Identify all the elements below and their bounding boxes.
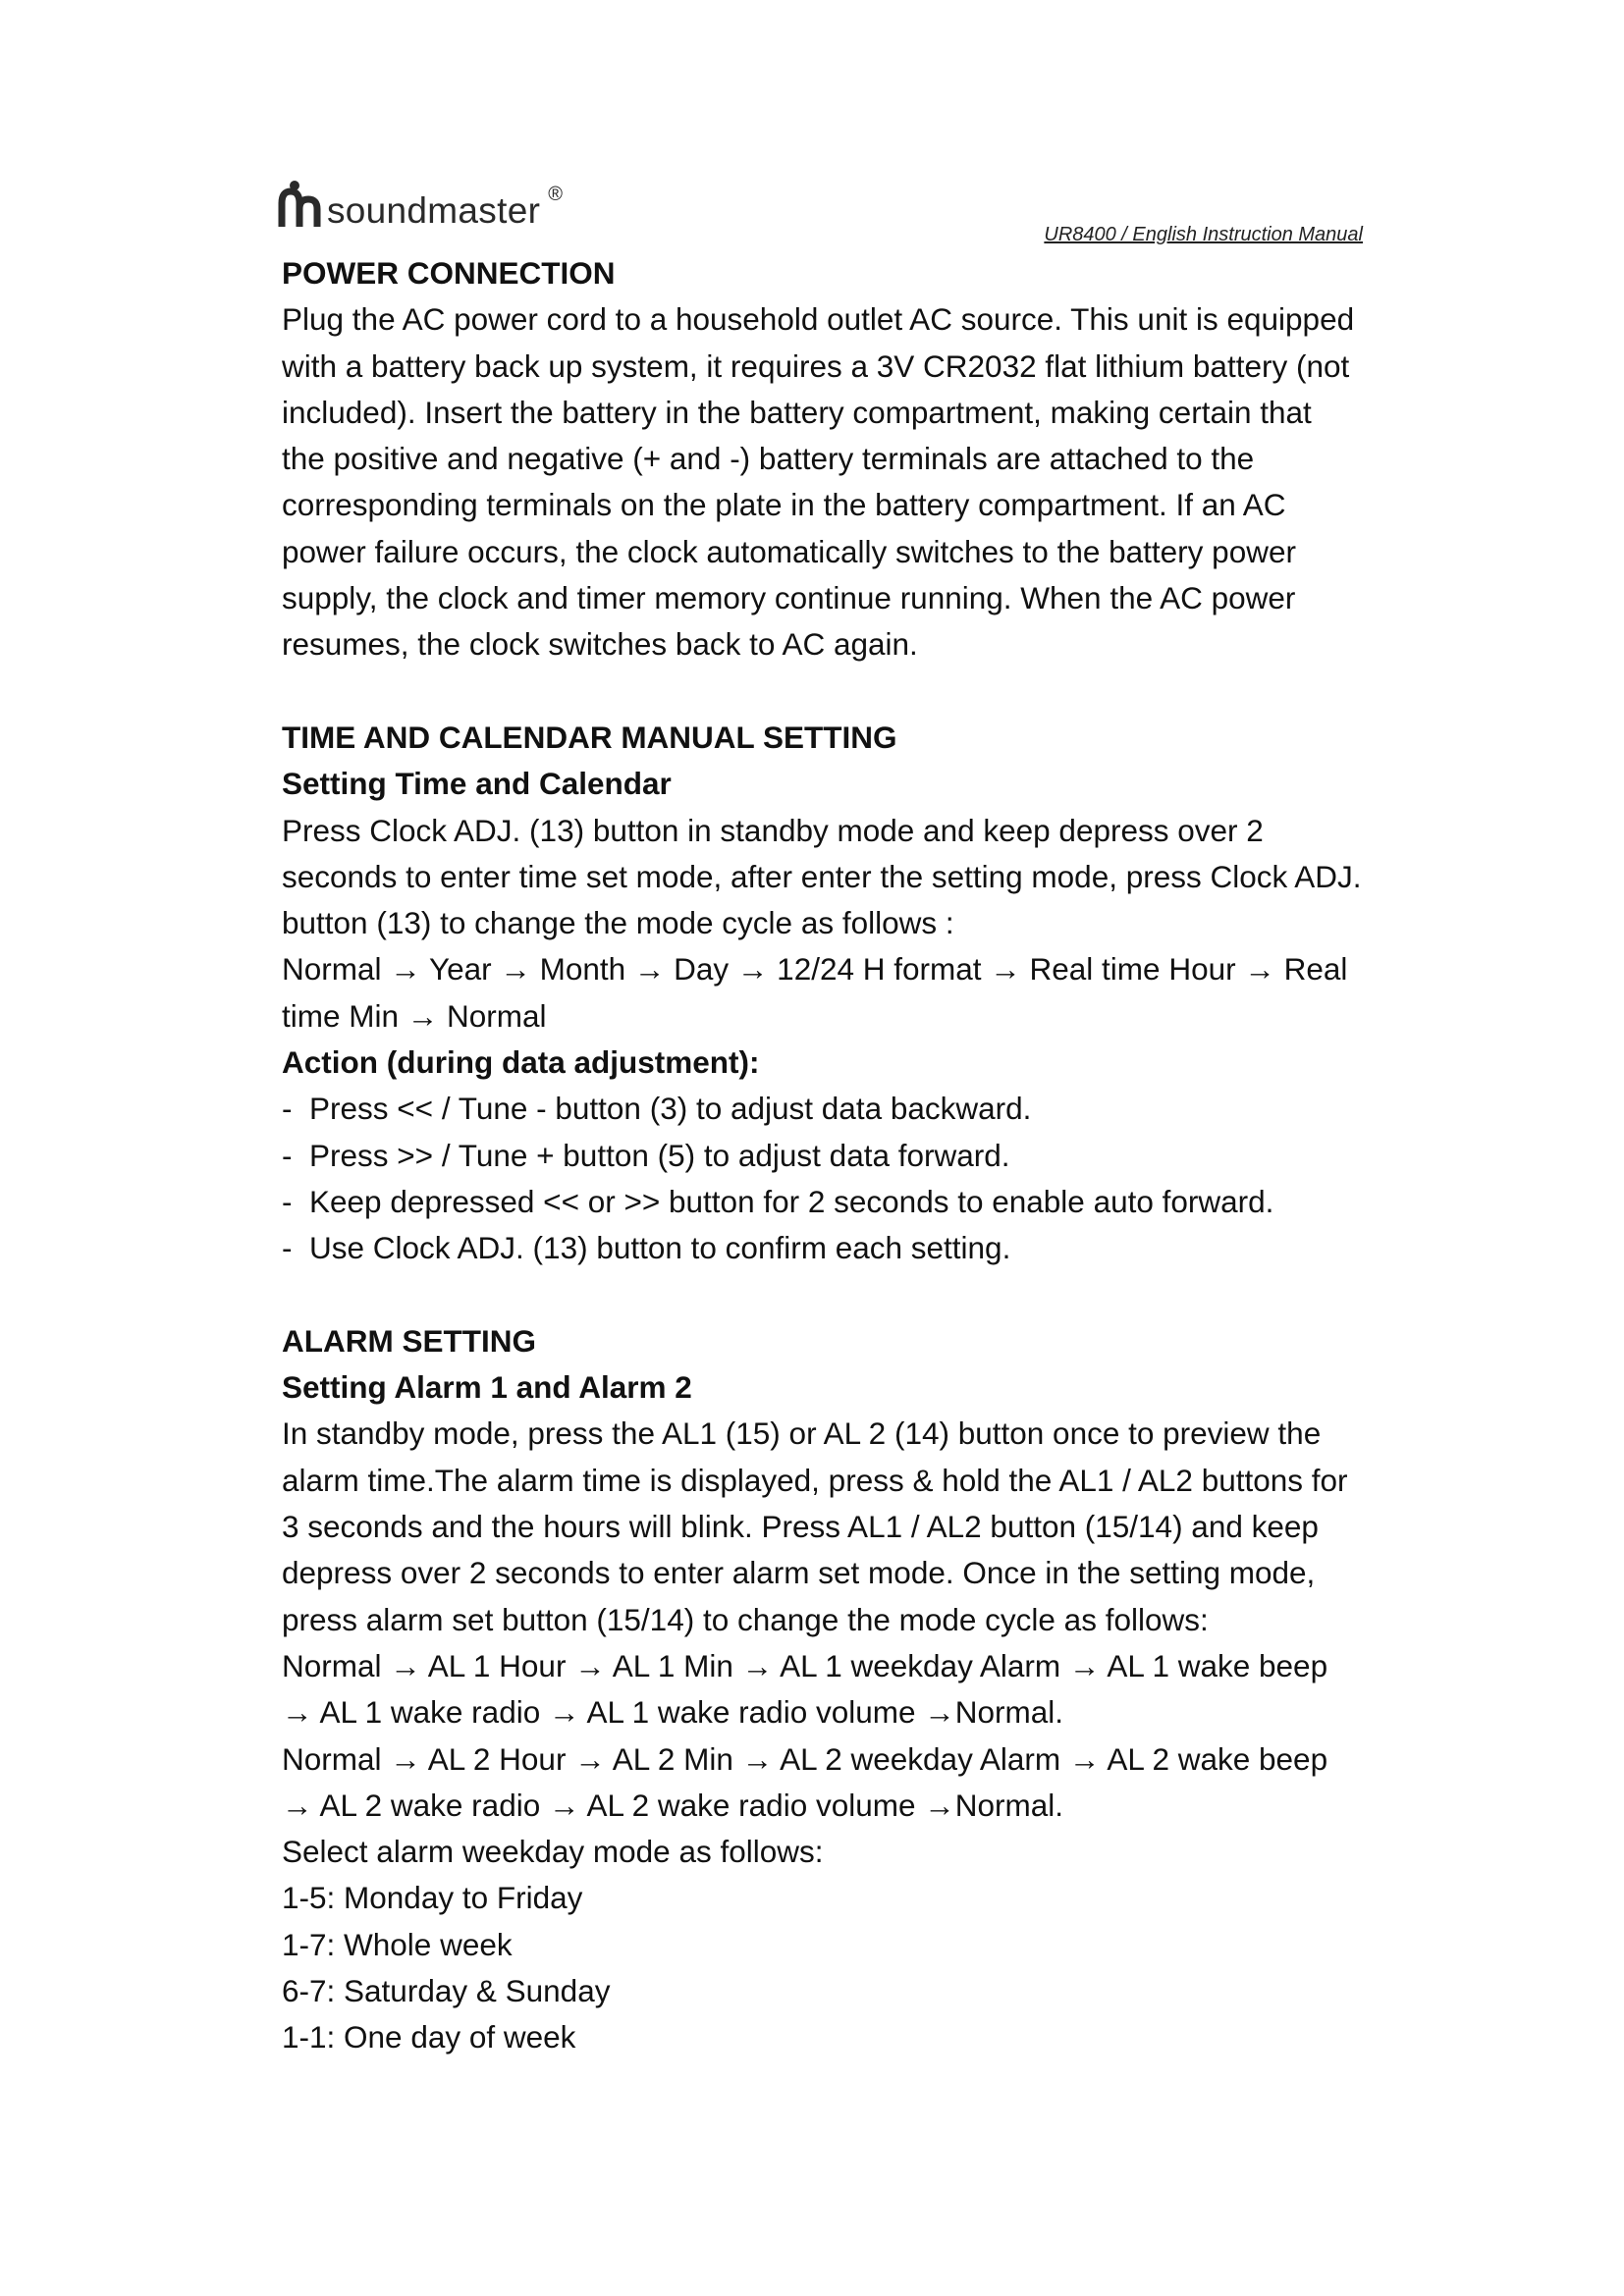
paragraph-line: button (13) to change the mode cycle as follows : bbox=[282, 905, 954, 941]
paragraph-line: power failure occurs, the clock automatically switches to the battery power bbox=[282, 533, 1296, 569]
action-text: Use Clock ADJ. (13) button to confirm each setting. bbox=[309, 1230, 1011, 1266]
weekday-mode-line: 1-7: Whole week bbox=[282, 1926, 513, 1962]
power-connection-heading: POWER CONNECTION bbox=[282, 255, 616, 291]
paragraph-line: seconds to enter time set mode, after enter the setting mode, press Clock ADJ. bbox=[282, 858, 1362, 894]
weekday-mode-line: 6-7: Saturday & Sunday bbox=[282, 1972, 611, 2008]
manual-title: UR8400 / English Instruction Manual bbox=[1044, 224, 1363, 245]
document-body bbox=[282, 250, 1372, 2061]
action-list-item bbox=[282, 1086, 1372, 1132]
alarm-setting-subheading: Setting Alarm 1 and Alarm 2 bbox=[282, 1369, 692, 1406]
weekday-mode-line: 1-1: One day of week bbox=[282, 2019, 576, 2056]
paragraph-line: In standby mode, press the AL1 (15) or AL 2 (14) button once to preview the bbox=[282, 1415, 1322, 1452]
weekday-mode-line: 1-5: Monday to Friday bbox=[282, 1880, 583, 1916]
soundmaster-logo-icon bbox=[278, 180, 321, 229]
paragraph-line: 3 seconds and the hours will blink. Press AL1 / AL2 button (15/14) and keep bbox=[282, 1509, 1319, 1545]
action-list-item bbox=[282, 1225, 1372, 1271]
time-calendar-subheading: Setting Time and Calendar bbox=[282, 766, 672, 802]
paragraph-line: with a battery back up system, it requires a 3V CR2032 flat lithium battery (not bbox=[282, 347, 1350, 384]
section-spacer bbox=[282, 668, 1372, 715]
paragraph-line: Select alarm weekday mode as follows: bbox=[282, 1834, 824, 1870]
mode-cycle-line: Normal → Year → Month → Day → 12/24 H format → Real time Hour → Real bbox=[282, 951, 1348, 988]
action-text: Press << / Tune - button (3) to adjust data backward. bbox=[309, 1091, 1032, 1127]
paragraph-line: resumes, the clock switches back to AC again. bbox=[282, 626, 918, 663]
paragraph-line: Plug the AC power cord to a household outlet AC source. This unit is equipped bbox=[282, 301, 1355, 338]
mode-cycle-line: time Min → Normal bbox=[282, 997, 547, 1034]
paragraph-line: Press Clock ADJ. (13) button in standby mode and keep depress over 2 bbox=[282, 812, 1264, 848]
registered-mark: ® bbox=[548, 184, 563, 205]
list-dash: - bbox=[282, 1137, 293, 1173]
brand-name: soundmaster bbox=[327, 190, 541, 231]
section-spacer bbox=[282, 1272, 1372, 1318]
brand-logo bbox=[278, 180, 563, 229]
list-dash: - bbox=[282, 1091, 293, 1127]
mode-cycle-line: → AL 2 wake radio → AL 2 wake radio volume →Normal. bbox=[282, 1787, 1064, 1823]
action-list-item bbox=[282, 1179, 1372, 1225]
paragraph-line: depress over 2 seconds to enter alarm set mode. Once in the setting mode, bbox=[282, 1555, 1316, 1591]
mode-cycle-line: Normal → AL 2 Hour → AL 2 Min → AL 2 weekday Alarm → AL 2 wake beep bbox=[282, 1740, 1328, 1777]
mode-cycle-line: → AL 1 wake radio → AL 1 wake radio volume →Normal. bbox=[282, 1694, 1064, 1731]
action-text: Keep depressed << or >> button for 2 seconds to enable auto forward. bbox=[309, 1183, 1274, 1219]
list-dash: - bbox=[282, 1230, 293, 1266]
alarm-setting-heading: ALARM SETTING bbox=[282, 1322, 536, 1359]
action-text: Press >> / Tune + button (5) to adjust data forward. bbox=[309, 1137, 1010, 1173]
action-list-item bbox=[282, 1133, 1372, 1179]
paragraph-line: press alarm set button (15/14) to change the mode cycle as follows: bbox=[282, 1601, 1209, 1637]
paragraph-line: corresponding terminals on the plate in the battery compartment. If an AC bbox=[282, 487, 1286, 523]
paragraph-line: the positive and negative (+ and -) battery terminals are attached to the bbox=[282, 441, 1255, 477]
paragraph-line: alarm time.The alarm time is displayed, press & hold the AL1 / AL2 buttons for bbox=[282, 1462, 1348, 1498]
paragraph-line: supply, the clock and timer memory continue running. When the AC power bbox=[282, 580, 1296, 616]
action-heading: Action (during data adjustment): bbox=[282, 1044, 760, 1081]
paragraph-line: included). Insert the battery in the battery compartment, making certain that bbox=[282, 394, 1312, 430]
time-calendar-heading: TIME AND CALENDAR MANUAL SETTING bbox=[282, 719, 897, 755]
list-dash: - bbox=[282, 1183, 293, 1219]
mode-cycle-line: Normal → AL 1 Hour → AL 1 Min → AL 1 weekday Alarm → AL 1 wake beep bbox=[282, 1647, 1328, 1683]
